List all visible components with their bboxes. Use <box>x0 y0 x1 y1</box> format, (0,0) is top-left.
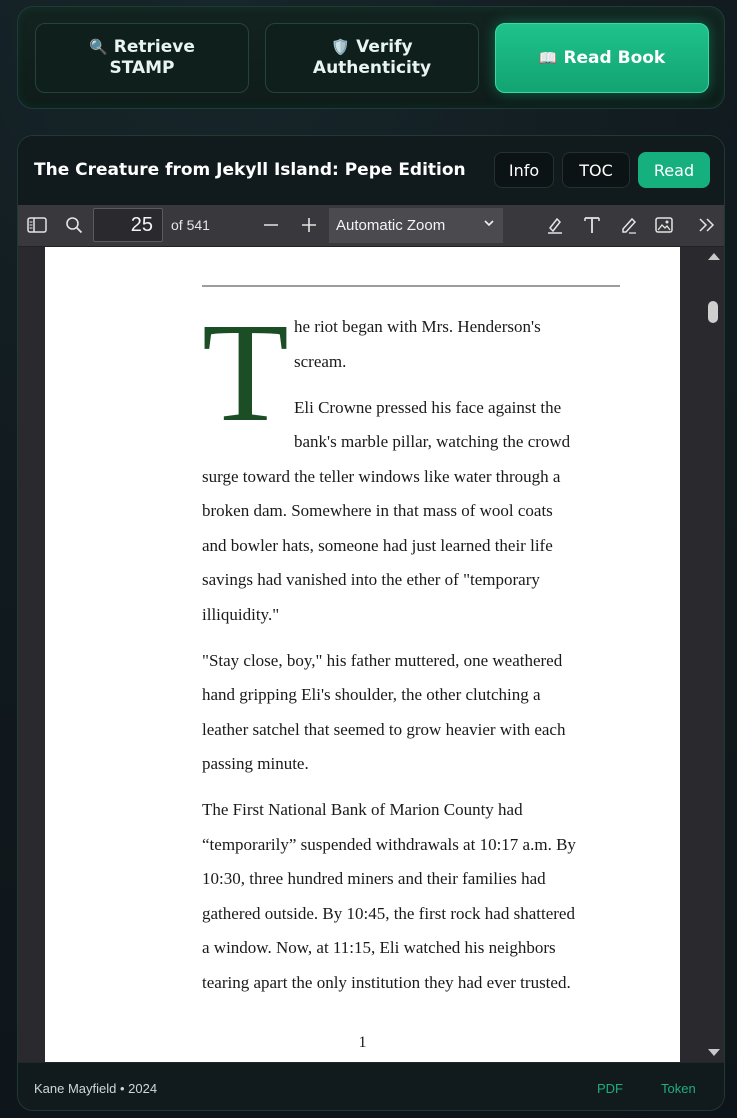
toc-button[interactable]: TOC <box>562 152 630 188</box>
pdf-link[interactable]: PDF <box>597 1081 623 1096</box>
text-line: "Stay close, boy," his father muttered, one weathered <box>202 651 563 670</box>
page-count: of 541 <box>171 217 210 233</box>
zoom-out-icon[interactable] <box>259 213 283 237</box>
chapter-rule <box>202 285 620 287</box>
reader-panel <box>17 135 725 1111</box>
retrieve-stamp-button[interactable] <box>35 23 249 93</box>
book-icon: 📖 <box>538 48 558 67</box>
text-line: tearing apart the only institution they had ever trusted. <box>202 973 571 992</box>
pdf-toolbar <box>18 205 724 247</box>
text-line: The First National Bank of Marion County had <box>202 800 523 819</box>
text-line: he riot began with Mrs. Henderson's <box>294 317 541 336</box>
retrieve-label: Retrieve <box>113 37 195 57</box>
info-button[interactable]: Info <box>494 152 554 188</box>
text-line: savings had vanished into the ether of "temporary <box>202 570 540 589</box>
page-footer-number: 1 <box>358 1034 367 1051</box>
scroll-thumb[interactable] <box>708 301 718 323</box>
action-bar <box>17 6 725 109</box>
text-line: hand gripping Eli's shoulder, the other clutching a <box>202 685 541 704</box>
verify-label: Verify <box>356 37 413 57</box>
text-line: 10:30, three hundred miners and their families had <box>202 869 546 888</box>
reader-header <box>18 136 724 205</box>
zoom-value: Automatic Zoom <box>336 217 446 234</box>
reader-footer <box>18 1062 724 1111</box>
page-number-input[interactable] <box>93 208 163 242</box>
text-line: Eli Crowne pressed his face against the <box>294 398 562 417</box>
zoom-select[interactable] <box>329 208 503 243</box>
scroll-up-icon[interactable] <box>708 253 720 260</box>
highlight-icon[interactable] <box>543 213 567 237</box>
token-link[interactable]: Token <box>661 1081 696 1096</box>
draw-icon[interactable] <box>617 213 641 237</box>
text-line: a window. Now, at 11:15, Eli watched his neighbors <box>202 938 556 957</box>
text-line: and bowler hats, someone had just learned their life <box>202 536 553 555</box>
more-tools-icon[interactable] <box>695 213 719 237</box>
text-line: leather satchel that seemed to grow heavier with each <box>202 720 566 739</box>
text-line: passing minute. <box>202 754 309 773</box>
text-line: scream. <box>294 352 347 371</box>
read-book-label: Read Book <box>563 47 666 68</box>
chevron-down-icon <box>483 216 495 232</box>
book-title: The Creature from Jekyll Island: Pepe Edition <box>34 160 466 180</box>
text-tool-icon[interactable] <box>580 213 604 237</box>
scroll-down-icon[interactable] <box>708 1049 720 1056</box>
text-line: illiquidity." <box>202 605 280 624</box>
verify-authenticity-button[interactable] <box>265 23 479 93</box>
find-icon[interactable] <box>62 213 86 237</box>
pdf-viewer[interactable] <box>18 247 724 1062</box>
zoom-in-icon[interactable] <box>297 213 321 237</box>
text-line: surge toward the teller windows like water through a <box>202 467 561 486</box>
authenticity-label: Authenticity <box>312 58 432 78</box>
viewer-scrollbar[interactable] <box>702 247 724 1062</box>
text-line: bank's marble pillar, watching the crowd <box>294 432 571 451</box>
stamp-label: STAMP <box>109 58 175 78</box>
shield-icon: 🛡️ <box>331 38 351 56</box>
sidebar-toggle-icon[interactable] <box>25 213 49 237</box>
pdf-page <box>45 247 680 1062</box>
image-icon[interactable] <box>652 213 676 237</box>
search-icon: 🔍 <box>89 38 108 56</box>
author-credit: Kane Mayfield • 2024 <box>34 1081 158 1096</box>
text-line: gathered outside. By 10:45, the first rock had shattered <box>202 904 575 923</box>
drop-cap: T <box>202 293 289 451</box>
text-line: “temporarily” suspended withdrawals at 10:17 a.m. By <box>202 835 576 854</box>
text-line: broken dam. Somewhere in that mass of wool coats <box>202 501 553 520</box>
read-book-button[interactable] <box>495 23 709 93</box>
read-button[interactable]: Read <box>638 152 710 188</box>
